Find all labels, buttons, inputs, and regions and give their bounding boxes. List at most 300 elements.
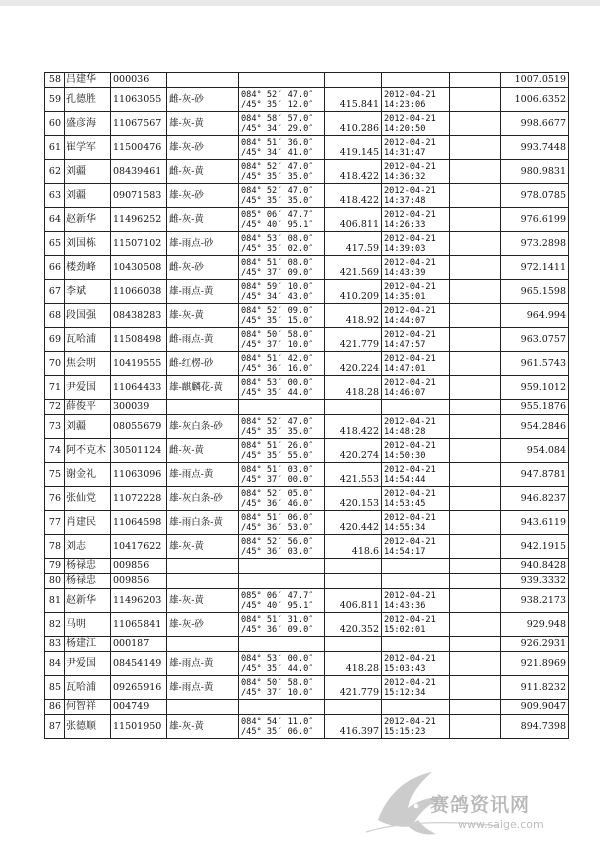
- ring-number-cell: 08439461: [111, 160, 167, 184]
- rank-cell: 69: [45, 328, 65, 352]
- latitude-text: /45° 36′ 46.0″: [241, 498, 314, 509]
- coordinates-cell: [239, 304, 325, 328]
- arrival-clock-text: 14:44:07: [384, 315, 426, 326]
- latitude-text: /45° 37′ 10.0″: [241, 687, 314, 698]
- longitude-text: 084° 50′ 58.0″: [241, 677, 314, 688]
- table-row: [45, 280, 569, 304]
- name-cell: 尹爱国: [65, 652, 111, 676]
- rank-cell: 75: [45, 463, 65, 487]
- arrival-date-text: 2012-04-21: [384, 653, 436, 664]
- arrival-clock-text: 14:53:45: [384, 498, 426, 509]
- table-row: [45, 487, 569, 511]
- longitude-text: 084° 51′ 03.0″: [241, 464, 314, 475]
- name-cell: 段国强: [65, 304, 111, 328]
- distance-cell: [325, 574, 382, 589]
- latitude-text: /45° 35′ 35.0″: [241, 195, 314, 206]
- distance-cell: 418.422: [325, 415, 382, 439]
- arrival-date-text: 2012-04-21: [384, 377, 436, 388]
- arrival-time-cell: [382, 652, 450, 676]
- coordinates-cell: [239, 184, 325, 208]
- blank-cell: [450, 652, 501, 676]
- blank-cell: [450, 439, 501, 463]
- feather-color-cell: [167, 73, 239, 88]
- blank-cell: [450, 589, 501, 613]
- table-row: [45, 589, 569, 613]
- arrival-clock-text: 14:47:57: [384, 339, 426, 350]
- rank-cell: 82: [45, 613, 65, 637]
- distance-cell: 406.811: [325, 208, 382, 232]
- longitude-text: 084° 54′ 11.0″: [241, 716, 314, 727]
- distance-cell: 410.286: [325, 112, 382, 136]
- arrival-time-cell: [382, 559, 450, 574]
- rank-cell: 66: [45, 256, 65, 280]
- arrival-time-cell: [382, 88, 450, 112]
- speed-cell: 980.9831: [501, 160, 569, 184]
- speed-cell: 940.8428: [501, 559, 569, 574]
- blank-cell: [450, 376, 501, 400]
- arrival-time-cell: [382, 160, 450, 184]
- arrival-clock-text: 14:43:36: [384, 600, 426, 611]
- rank-cell: 70: [45, 352, 65, 376]
- table-row: [45, 652, 569, 676]
- longitude-text: 084° 53′ 00.0″: [241, 377, 314, 388]
- ring-number-cell: 11496203: [111, 589, 167, 613]
- feather-color-cell: 雌-灰-黄: [167, 439, 239, 463]
- arrival-clock-text: 14:47:01: [384, 363, 426, 374]
- arrival-clock-text: 14:43:39: [384, 267, 426, 278]
- arrival-time-cell: [382, 184, 450, 208]
- arrival-date-text: 2012-04-21: [384, 161, 436, 172]
- arrival-clock-text: 15:03:43: [384, 663, 426, 674]
- arrival-clock-text: 14:23:06: [384, 99, 426, 110]
- coordinates-cell: [239, 400, 325, 415]
- distance-cell: 415.841: [325, 88, 382, 112]
- blank-cell: [450, 700, 501, 715]
- speed-cell: 972.1411: [501, 256, 569, 280]
- distance-cell: 421.569: [325, 256, 382, 280]
- speed-cell: 954.084: [501, 439, 569, 463]
- ring-number-cell: 11064433: [111, 376, 167, 400]
- arrival-time-cell: [382, 676, 450, 700]
- latitude-text: /45° 35′ 06.0″: [241, 726, 314, 737]
- arrival-date-text: 2012-04-21: [384, 185, 436, 196]
- arrival-time-cell: [382, 136, 450, 160]
- speed-cell: 926.2931: [501, 637, 569, 652]
- arrival-date-text: 2012-04-21: [384, 536, 436, 547]
- arrival-clock-text: 14:31:47: [384, 147, 426, 158]
- arrival-date-text: 2012-04-21: [384, 440, 436, 451]
- arrival-time-cell: [382, 400, 450, 415]
- ring-number-cell: 11063096: [111, 463, 167, 487]
- speed-cell: 954.2846: [501, 415, 569, 439]
- ring-number-cell: 300039: [111, 400, 167, 415]
- distance-cell: 418.6: [325, 535, 382, 559]
- latitude-text: /45° 34′ 43.0″: [241, 291, 314, 302]
- feather-color-cell: 雄-雨点-砂: [167, 232, 239, 256]
- speed-cell: 921.8969: [501, 652, 569, 676]
- arrival-time-cell: [382, 208, 450, 232]
- arrival-date-text: 2012-04-21: [384, 137, 436, 148]
- arrival-time-cell: [382, 112, 450, 136]
- speed-cell: 993.7448: [501, 136, 569, 160]
- feather-color-cell: 雄-灰-砂: [167, 184, 239, 208]
- ring-number-cell: 09071583: [111, 184, 167, 208]
- table-row: [45, 328, 569, 352]
- rank-cell: 77: [45, 511, 65, 535]
- coordinates-cell: [239, 415, 325, 439]
- distance-cell: [325, 73, 382, 88]
- arrival-time-cell: [382, 328, 450, 352]
- table-row: [45, 208, 569, 232]
- speed-cell: 959.1012: [501, 376, 569, 400]
- latitude-text: /45° 34′ 41.0″: [241, 147, 314, 158]
- speed-cell: 938.2173: [501, 589, 569, 613]
- table-row: [45, 400, 569, 415]
- blank-cell: [450, 463, 501, 487]
- arrival-clock-text: 14:48:28: [384, 426, 426, 437]
- table-row: [45, 559, 569, 574]
- distance-cell: 418.92: [325, 304, 382, 328]
- arrival-date-text: 2012-04-21: [384, 416, 436, 427]
- rank-cell: 72: [45, 400, 65, 415]
- coordinates-cell: [239, 88, 325, 112]
- arrival-date-text: 2012-04-21: [384, 209, 436, 220]
- table-row: [45, 376, 569, 400]
- feather-color-cell: 雄-灰-黄: [167, 535, 239, 559]
- arrival-date-text: 2012-04-21: [384, 353, 436, 364]
- speed-cell: 964.994: [501, 304, 569, 328]
- rank-cell: 86: [45, 700, 65, 715]
- arrival-clock-text: 14:37:48: [384, 195, 426, 206]
- ring-number-cell: 11064598: [111, 511, 167, 535]
- ring-number-cell: 10419555: [111, 352, 167, 376]
- arrival-time-cell: [382, 439, 450, 463]
- latitude-text: /45° 40′ 95.1″: [241, 219, 314, 230]
- blank-cell: [450, 487, 501, 511]
- blank-cell: [450, 352, 501, 376]
- latitude-text: /45° 35′ 15.0″: [241, 315, 314, 326]
- ring-number-cell: 000036: [111, 73, 167, 88]
- speed-cell: 909.9047: [501, 700, 569, 715]
- arrival-time-cell: [382, 352, 450, 376]
- coordinates-cell: [239, 280, 325, 304]
- longitude-text: 084° 52′ 47.0″: [241, 416, 314, 427]
- name-cell: 崔学军: [65, 136, 111, 160]
- distance-cell: [325, 559, 382, 574]
- feather-color-cell: 雄-麒麟花-黄: [167, 376, 239, 400]
- arrival-time-cell: [382, 700, 450, 715]
- ring-number-cell: 009856: [111, 559, 167, 574]
- latitude-text: /45° 35′ 35.0″: [241, 426, 314, 437]
- coordinates-cell: [239, 589, 325, 613]
- speed-cell: 1007.0519: [501, 73, 569, 88]
- scan-top-edge: [0, 0, 600, 6]
- speed-cell: 1006.6352: [501, 88, 569, 112]
- ring-number-cell: 08454149: [111, 652, 167, 676]
- feather-color-cell: [167, 559, 239, 574]
- latitude-text: /45° 36′ 53.0″: [241, 522, 314, 533]
- distance-cell: 420.274: [325, 439, 382, 463]
- latitude-text: /45° 35′ 12.0″: [241, 99, 314, 110]
- name-cell: 谢金礼: [65, 463, 111, 487]
- name-cell: 马明: [65, 613, 111, 637]
- latitude-text: /45° 35′ 44.0″: [241, 387, 314, 398]
- arrival-date-text: 2012-04-21: [384, 488, 436, 499]
- latitude-text: /45° 40′ 95.1″: [241, 600, 314, 611]
- ring-number-cell: 11065841: [111, 613, 167, 637]
- name-cell: 楼劲峰: [65, 256, 111, 280]
- rank-cell: 74: [45, 439, 65, 463]
- longitude-text: 084° 52′ 47.0″: [241, 89, 314, 100]
- distance-cell: 418.28: [325, 652, 382, 676]
- speed-cell: 961.5743: [501, 352, 569, 376]
- coordinates-cell: [239, 136, 325, 160]
- arrival-time-cell: [382, 535, 450, 559]
- longitude-text: 084° 52′ 09.0″: [241, 305, 314, 316]
- longitude-text: 084° 58′ 57.0″: [241, 113, 314, 124]
- distance-cell: 410.209: [325, 280, 382, 304]
- speed-cell: 911.8232: [501, 676, 569, 700]
- blank-cell: [450, 73, 501, 88]
- latitude-text: /45° 35′ 02.0″: [241, 243, 314, 254]
- blank-cell: [450, 415, 501, 439]
- name-cell: 李斌: [65, 280, 111, 304]
- arrival-date-text: 2012-04-21: [384, 614, 436, 625]
- name-cell: 瓦哈浦: [65, 328, 111, 352]
- blank-cell: [450, 559, 501, 574]
- speed-cell: 939.3332: [501, 574, 569, 589]
- arrival-time-cell: [382, 256, 450, 280]
- distance-cell: 418.28: [325, 376, 382, 400]
- name-cell: 吕建华: [65, 73, 111, 88]
- ring-number-cell: 11067567: [111, 112, 167, 136]
- name-cell: 何智祥: [65, 700, 111, 715]
- name-cell: 薛俊平: [65, 400, 111, 415]
- rank-cell: 62: [45, 160, 65, 184]
- arrival-date-text: 2012-04-21: [384, 281, 436, 292]
- speed-cell: 998.6677: [501, 112, 569, 136]
- arrival-time-cell: [382, 304, 450, 328]
- arrival-time-cell: [382, 280, 450, 304]
- distance-cell: [325, 700, 382, 715]
- blank-cell: [450, 676, 501, 700]
- longitude-text: 084° 53′ 08.0″: [241, 233, 314, 244]
- feather-color-cell: [167, 400, 239, 415]
- name-cell: 杨建江: [65, 637, 111, 652]
- arrival-date-text: 2012-04-21: [384, 590, 436, 601]
- speed-cell: 947.8781: [501, 463, 569, 487]
- speed-cell: 976.6199: [501, 208, 569, 232]
- rank-cell: 71: [45, 376, 65, 400]
- blank-cell: [450, 280, 501, 304]
- arrival-clock-text: 14:54:17: [384, 546, 426, 557]
- arrival-clock-text: 14:20:50: [384, 123, 426, 134]
- latitude-text: /45° 35′ 35.0″: [241, 171, 314, 182]
- feather-color-cell: 雌-灰-砂: [167, 256, 239, 280]
- rank-cell: 73: [45, 415, 65, 439]
- feather-color-cell: 雄-灰-砂: [167, 613, 239, 637]
- ring-number-cell: 11063055: [111, 88, 167, 112]
- ring-number-cell: 10417622: [111, 535, 167, 559]
- latitude-text: /45° 36′ 03.0″: [241, 546, 314, 557]
- feather-color-cell: 雄-灰-黄: [167, 715, 239, 739]
- table-row: [45, 88, 569, 112]
- arrival-time-cell: [382, 463, 450, 487]
- arrival-date-text: 2012-04-21: [384, 329, 436, 340]
- distance-cell: 421.553: [325, 463, 382, 487]
- ring-number-cell: 11507102: [111, 232, 167, 256]
- longitude-text: 084° 52′ 47.0″: [241, 185, 314, 196]
- feather-color-cell: 雌-灰-砂: [167, 88, 239, 112]
- longitude-text: 084° 51′ 06.0″: [241, 512, 314, 523]
- arrival-time-cell: [382, 232, 450, 256]
- coordinates-cell: [239, 715, 325, 739]
- rank-cell: 80: [45, 574, 65, 589]
- distance-cell: 421.779: [325, 676, 382, 700]
- blank-cell: [450, 208, 501, 232]
- speed-cell: 943.6119: [501, 511, 569, 535]
- rank-cell: 64: [45, 208, 65, 232]
- table-row: [45, 112, 569, 136]
- name-cell: 杨禄忠: [65, 559, 111, 574]
- coordinates-cell: [239, 160, 325, 184]
- coordinates-cell: [239, 439, 325, 463]
- name-cell: 刘疆: [65, 184, 111, 208]
- arrival-clock-text: 14:46:07: [384, 387, 426, 398]
- coordinates-cell: [239, 376, 325, 400]
- feather-color-cell: 雌-雨点-黄: [167, 328, 239, 352]
- name-cell: 刘疆: [65, 160, 111, 184]
- coordinates-cell: [239, 559, 325, 574]
- distance-cell: 416.397: [325, 715, 382, 739]
- name-cell: 阿不克木: [65, 439, 111, 463]
- distance-cell: 417.59: [325, 232, 382, 256]
- arrival-date-text: 2012-04-21: [384, 233, 436, 244]
- rank-cell: 59: [45, 88, 65, 112]
- feather-color-cell: 雄-灰白条-砂: [167, 415, 239, 439]
- ring-number-cell: 08438283: [111, 304, 167, 328]
- arrival-time-cell: [382, 376, 450, 400]
- table-row: [45, 73, 569, 88]
- coordinates-cell: [239, 232, 325, 256]
- rank-cell: 68: [45, 304, 65, 328]
- watermark-url: www.saige.com: [458, 818, 544, 831]
- name-cell: 焦会明: [65, 352, 111, 376]
- blank-cell: [450, 136, 501, 160]
- feather-color-cell: 雄-灰-砂: [167, 136, 239, 160]
- arrival-date-text: 2012-04-21: [384, 464, 436, 475]
- speed-cell: 965.1598: [501, 280, 569, 304]
- longitude-text: 084° 51′ 08.0″: [241, 257, 314, 268]
- distance-cell: 418.422: [325, 184, 382, 208]
- arrival-date-text: 2012-04-21: [384, 305, 436, 316]
- table-row: [45, 613, 569, 637]
- longitude-text: 084° 51′ 42.0″: [241, 353, 314, 364]
- ring-number-cell: 10430508: [111, 256, 167, 280]
- table-row: [45, 676, 569, 700]
- name-cell: 杨禄忠: [65, 574, 111, 589]
- ring-number-cell: 08055679: [111, 415, 167, 439]
- longitude-text: 084° 52′ 56.0″: [241, 536, 314, 547]
- ring-number-cell: 000187: [111, 637, 167, 652]
- feather-color-cell: 雄-雨点-黄: [167, 676, 239, 700]
- coordinates-cell: [239, 352, 325, 376]
- longitude-text: 084° 52′ 05.0″: [241, 488, 314, 499]
- feather-color-cell: 雄-灰-黄: [167, 304, 239, 328]
- longitude-text: 084° 51′ 26.0″: [241, 440, 314, 451]
- speed-cell: 973.2898: [501, 232, 569, 256]
- feather-color-cell: 雄-雨白条-黄: [167, 511, 239, 535]
- latitude-text: /45° 34′ 29.0″: [241, 123, 314, 134]
- arrival-time-cell: [382, 715, 450, 739]
- rank-cell: 60: [45, 112, 65, 136]
- longitude-text: 084° 59′ 10.0″: [241, 281, 314, 292]
- name-cell: 刘疆: [65, 415, 111, 439]
- distance-cell: 420.352: [325, 613, 382, 637]
- longitude-text: 084° 50′ 58.0″: [241, 329, 314, 340]
- distance-cell: 420.442: [325, 511, 382, 535]
- table-row: [45, 715, 569, 739]
- speed-cell: 942.1915: [501, 535, 569, 559]
- feather-color-cell: [167, 574, 239, 589]
- name-cell: 张仙党: [65, 487, 111, 511]
- watermark-text: 赛鸽资讯网: [430, 794, 531, 816]
- feather-color-cell: 雄-灰白条-砂: [167, 487, 239, 511]
- arrival-date-text: 2012-04-21: [384, 113, 436, 124]
- arrival-time-cell: [382, 511, 450, 535]
- blank-cell: [450, 304, 501, 328]
- arrival-time-cell: [382, 637, 450, 652]
- name-cell: 刘国栋: [65, 232, 111, 256]
- blank-cell: [450, 328, 501, 352]
- coordinates-cell: [239, 574, 325, 589]
- name-cell: 盛彦海: [65, 112, 111, 136]
- arrival-clock-text: 14:54:44: [384, 474, 426, 485]
- feather-color-cell: 雄-雨点-黄: [167, 652, 239, 676]
- ring-number-cell: 11500476: [111, 136, 167, 160]
- longitude-text: 084° 52′ 47.0″: [241, 161, 314, 172]
- ring-number-cell: 09265916: [111, 676, 167, 700]
- ring-number-cell: 009856: [111, 574, 167, 589]
- name-cell: 孔德胜: [65, 88, 111, 112]
- coordinates-cell: [239, 463, 325, 487]
- arrival-time-cell: [382, 73, 450, 88]
- arrival-clock-text: 14:55:34: [384, 522, 426, 533]
- arrival-date-text: 2012-04-21: [384, 716, 436, 727]
- arrival-time-cell: [382, 589, 450, 613]
- arrival-time-cell: [382, 415, 450, 439]
- table-row: [45, 184, 569, 208]
- table-row: [45, 232, 569, 256]
- coordinates-cell: [239, 487, 325, 511]
- name-cell: 张德顺: [65, 715, 111, 739]
- table-row: [45, 463, 569, 487]
- table-row: [45, 574, 569, 589]
- blank-cell: [450, 574, 501, 589]
- table-row: [45, 511, 569, 535]
- arrival-time-cell: [382, 613, 450, 637]
- distance-cell: 421.779: [325, 328, 382, 352]
- distance-cell: 420.224: [325, 352, 382, 376]
- blank-cell: [450, 184, 501, 208]
- longitude-text: 085° 06′ 47.7″: [241, 590, 314, 601]
- latitude-text: /45° 36′ 09.0″: [241, 624, 314, 635]
- distance-cell: 418.422: [325, 160, 382, 184]
- rank-cell: 67: [45, 280, 65, 304]
- rank-cell: 61: [45, 136, 65, 160]
- table-row: [45, 160, 569, 184]
- ring-number-cell: 11066038: [111, 280, 167, 304]
